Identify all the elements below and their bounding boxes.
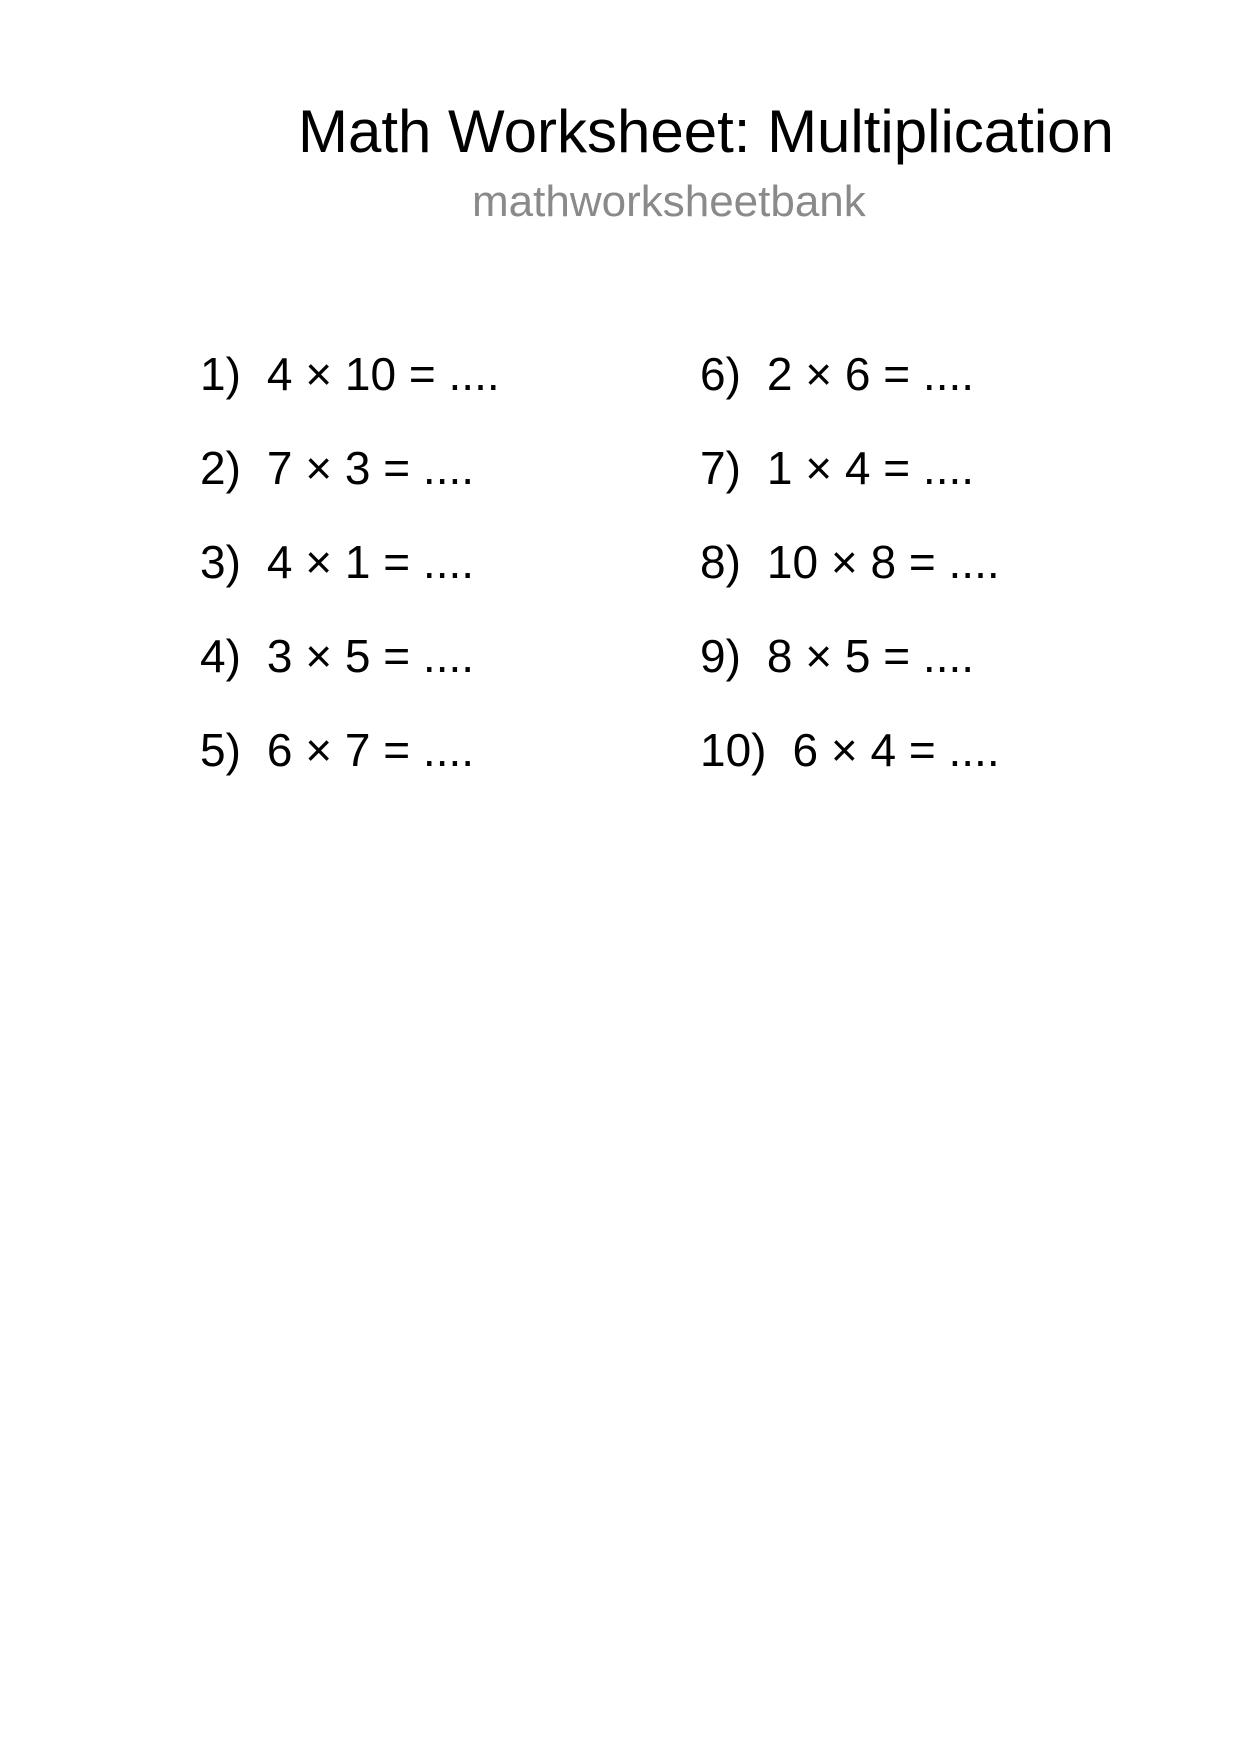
problem-number: 9) [700,630,741,682]
problem-row [200,724,500,776]
problems-column-left [200,348,500,821]
problem-row [200,536,500,588]
problem-expression: 7 × 3 = .... [266,442,475,494]
problem-number: 2) [200,442,241,494]
problem-row [700,724,1000,776]
problem-expression: 4 × 10 = .... [266,348,500,400]
problem-expression: 3 × 5 = .... [266,630,475,682]
problem-expression: 2 × 6 = .... [766,348,975,400]
worksheet-subtitle: mathworksheetbank [472,177,866,226]
problem-expression: 10 × 8 = .... [766,536,1000,588]
problems-column-right [700,348,1000,821]
problem-expression: 6 × 4 = .... [792,724,1000,776]
problem-number: 1) [200,348,241,400]
problem-number: 5) [200,724,241,776]
problem-number: 6) [700,348,741,400]
problem-row [700,348,1000,400]
problem-number: 10) [700,724,767,776]
problem-number: 3) [200,536,241,588]
problem-row [200,442,500,494]
problem-expression: 1 × 4 = .... [766,442,975,494]
problem-number: 4) [200,630,241,682]
problem-expression: 6 × 7 = .... [266,724,475,776]
problem-row [700,630,1000,682]
problem-expression: 8 × 5 = .... [766,630,975,682]
problem-number: 7) [700,442,741,494]
problem-row [200,348,500,400]
problem-row [700,536,1000,588]
page-title: Math Worksheet: Multiplication [298,98,1114,165]
problem-row [700,442,1000,494]
problem-number: 8) [700,536,741,588]
problem-row [200,630,500,682]
problem-expression: 4 × 1 = .... [266,536,475,588]
